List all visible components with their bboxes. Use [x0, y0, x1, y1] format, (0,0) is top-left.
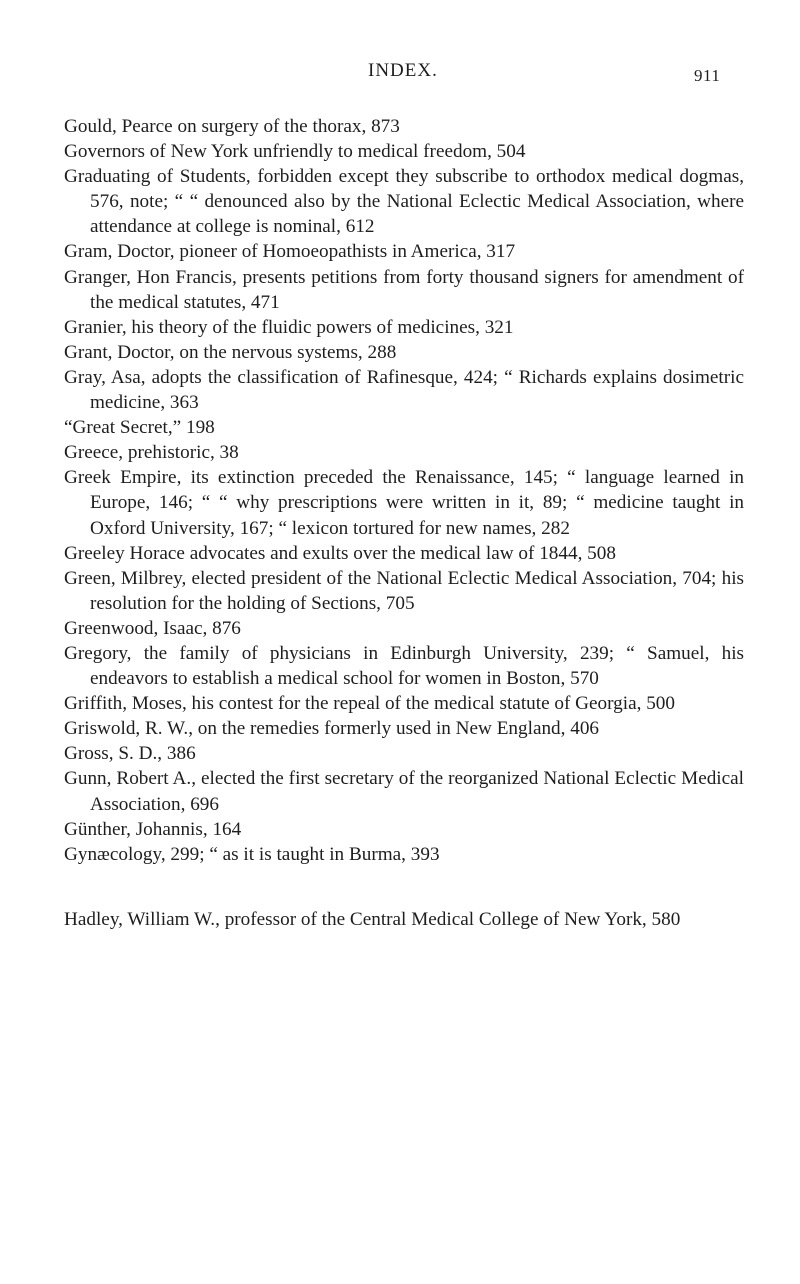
index-entry: Granier, his theory of the fluidic powers of medicines, 321: [64, 316, 514, 338]
index-entry: “Great Secret,” 198: [64, 417, 215, 439]
index-entry: Granger, Hon Francis, presents petitions from forty thousand signers for amendment of the medical statutes, 471: [64, 266, 744, 313]
index-entry: Greece, prehistoric, 38: [64, 442, 239, 464]
index-entry: Gross, S. D., 386: [64, 743, 196, 765]
index-entry: Gregory, the family of physicians in Edinburgh University, 239; “ Samuel, his endeavors to establish a medical school for women in Boston, 570: [64, 642, 744, 690]
index-entry: Greek Empire, its extinction preceded the Renaissance, 145; “ language learned in Europe, 146; “ “ why prescriptions were written in it, 89; “ medicine taught in Oxford University, 167; “ lexicon tortured for new names, 282: [64, 467, 744, 539]
index-entry: Grant, Doctor, on the nervous systems, 288: [64, 341, 397, 363]
index-entry: Greenwood, Isaac, 876: [64, 617, 241, 639]
index-entry: Governors of New York unfriendly to medical freedom, 504: [64, 141, 526, 163]
index-entry: Günther, Johannis, 164: [64, 818, 242, 840]
running-title: INDEX.: [368, 60, 438, 81]
index-entry: Griffith, Moses, his contest for the repeal of the medical statute of Georgia, 500: [64, 693, 675, 715]
index-entry: Gould, Pearce on surgery of the thorax, 873: [64, 116, 400, 137]
index-entry: Griswold, R. W., on the remedies formerly used in New England, 406: [64, 718, 600, 740]
index-entry: Hadley, William W., professor of the Central Medical College of New York, 580: [64, 908, 681, 930]
index-entry: Gram, Doctor, pioneer of Homoeopathists in America, 317: [64, 241, 516, 263]
index-entry: Green, Milbrey, elected president of the National Eclectic Medical Association, 704; his resolution for the holding of Sections, 705: [64, 567, 744, 614]
page-number: 911: [694, 66, 721, 85]
index-entry: Gunn, Robert A., elected the first secretary of the reorganized National Eclectic Medical Association, 696: [64, 768, 744, 815]
index-entry: Greeley Horace advocates and exults over the medical law of 1844, 508: [64, 542, 616, 564]
index-entry: Gray, Asa, adopts the classification of Rafinesque, 424; “ Richards explains dosimetric medicine, 363: [64, 366, 744, 414]
index-entries: [64, 114, 744, 932]
index-entry: Graduating of Students, forbidden except they subscribe to orthodox medical dogmas, 576, note; “ “ denounced also by the National Eclectic Medical Association, where attendance at college is nominal, 612: [64, 166, 744, 238]
page-header: [0, 60, 800, 90]
index-entry: Gynæcology, 299; “ as it is taught in Burma, 393: [64, 843, 440, 865]
